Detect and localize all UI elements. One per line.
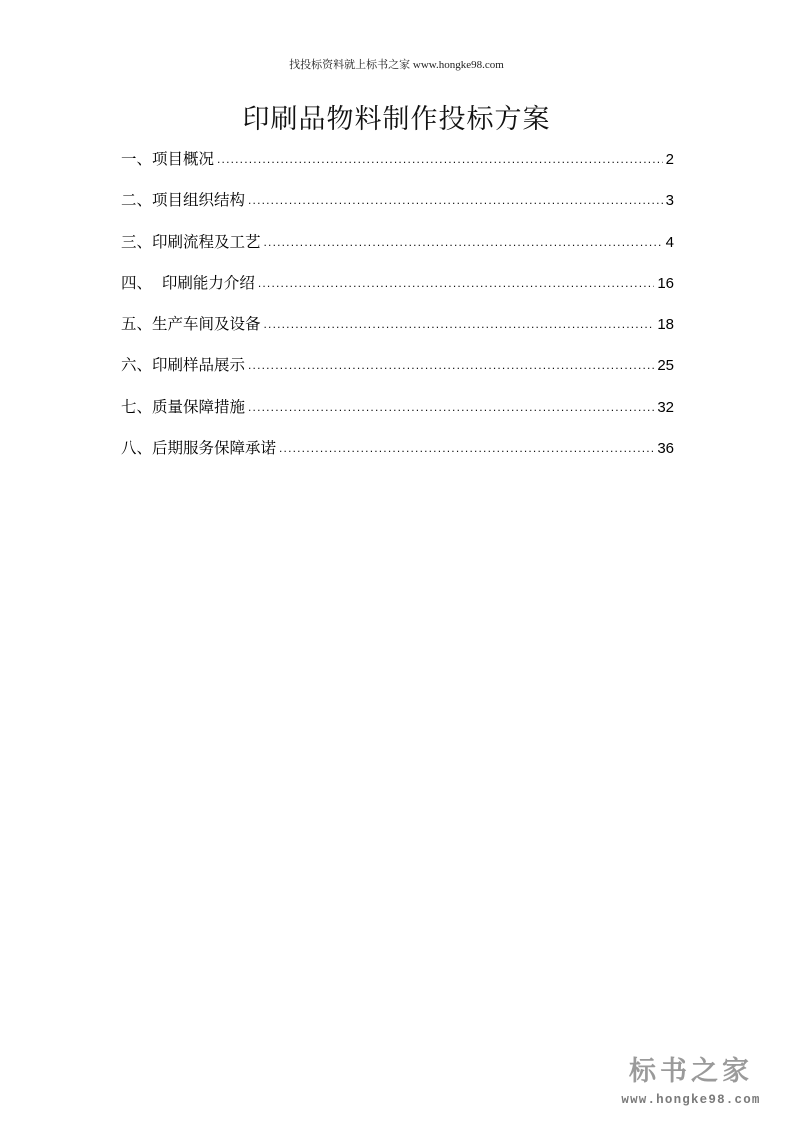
toc-entry[interactable] <box>121 433 674 474</box>
toc-entry-page: 2 <box>665 151 674 168</box>
toc-leader-dots <box>264 309 655 339</box>
toc-leader-dots <box>217 144 663 174</box>
toc-entry[interactable] <box>121 185 674 226</box>
toc-entry-label: 五、生产车间及设备 <box>121 315 261 334</box>
toc-entry-label: 七、质量保障措施 <box>121 397 246 416</box>
toc-leader-dots <box>264 227 663 257</box>
toc-leader-dots <box>248 392 654 422</box>
site-watermark <box>611 1055 771 1107</box>
toc-entry[interactable] <box>121 268 674 309</box>
toc-entry-page: 25 <box>657 357 674 375</box>
watermark-logo: 标书之家 <box>629 1056 753 1087</box>
watermark-url: www.hongke98.com <box>621 1093 761 1107</box>
toc-leader-dots <box>258 268 654 298</box>
toc-entry-label: 六、印刷样品展示 <box>121 356 246 375</box>
toc-entry-page: 32 <box>657 398 674 416</box>
toc-entry-label: 八、后期服务保障承诺 <box>121 439 277 458</box>
toc-entry-label: 二、项目组织结构 <box>121 191 246 210</box>
document-title: 印刷品物料制作投标方案 <box>242 104 551 135</box>
toc-entry-page: 3 <box>665 192 674 210</box>
toc-entry-label: 一、项目概况 <box>121 150 215 168</box>
toc-entry[interactable] <box>121 309 674 350</box>
toc-leader-dots <box>248 185 663 215</box>
table-of-contents <box>121 144 674 474</box>
toc-entry-label: 三、印刷流程及工艺 <box>121 232 261 251</box>
toc-leader-dots <box>248 350 654 380</box>
toc-entry[interactable] <box>121 144 674 185</box>
toc-entry-label: 四、 印刷能力介绍 <box>121 273 255 292</box>
toc-entry[interactable] <box>121 350 674 391</box>
toc-entry[interactable] <box>121 392 674 433</box>
toc-entry-page: 16 <box>657 274 674 292</box>
toc-entry-page: 18 <box>657 316 674 334</box>
toc-entry-page: 36 <box>657 440 674 458</box>
toc-entry[interactable] <box>121 227 674 268</box>
page-header: 找投标资料就上标书之家 www.hongke98.com <box>289 59 504 71</box>
toc-entry-page: 4 <box>665 233 674 251</box>
toc-leader-dots <box>279 433 654 463</box>
